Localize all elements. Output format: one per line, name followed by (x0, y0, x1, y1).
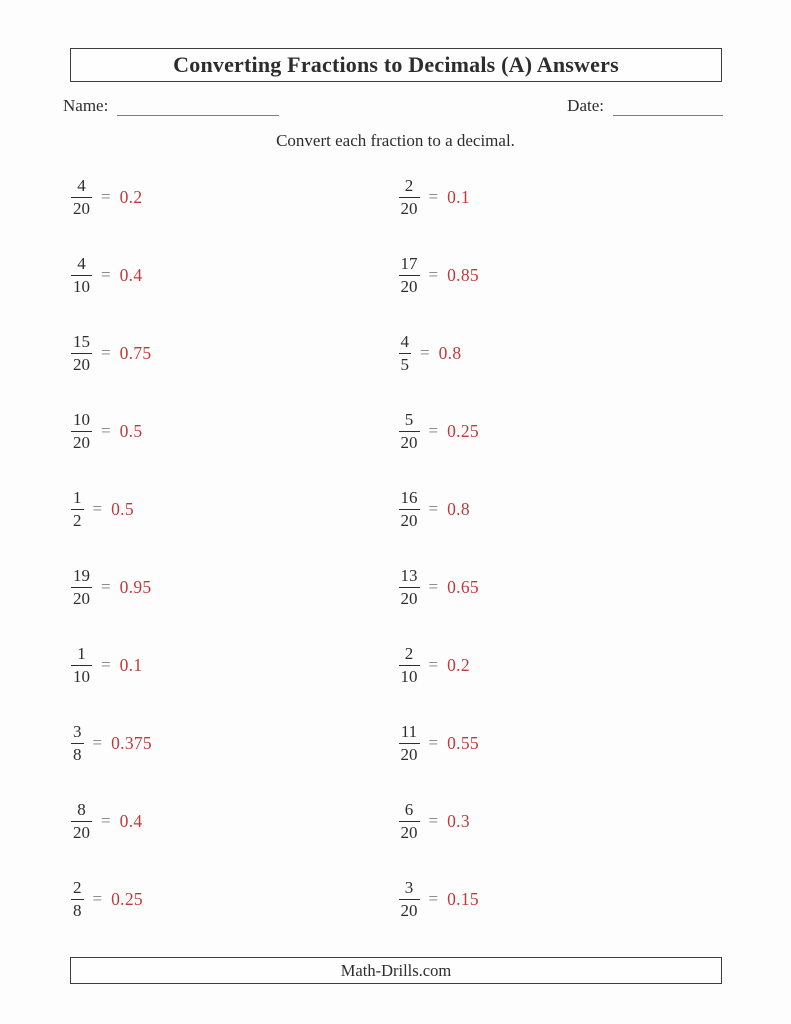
fraction-denominator: 20 (400, 744, 418, 764)
fraction (71, 566, 92, 607)
title-box (70, 48, 722, 82)
fraction-numerator: 13 (399, 566, 420, 587)
fraction-numerator: 4 (399, 332, 412, 353)
date-field (567, 96, 723, 116)
fraction-numerator: 1 (71, 488, 84, 509)
page-title: Converting Fractions to Decimals (A) Answers (173, 52, 619, 77)
fraction-numerator: 4 (71, 176, 92, 197)
equals-sign: = (428, 499, 439, 518)
answer-value: 0.4 (119, 264, 143, 285)
date-label: Date: (567, 96, 604, 115)
fraction-denominator: 5 (400, 354, 409, 374)
fraction-numerator: 6 (399, 800, 420, 821)
equals-sign: = (92, 733, 103, 752)
equals-sign: = (92, 889, 103, 908)
problem-20 (399, 860, 791, 938)
problem-1 (71, 158, 396, 236)
problem-14 (399, 392, 791, 470)
fraction-numerator: 8 (71, 800, 92, 821)
answer-value: 0.25 (447, 420, 479, 441)
problem-5 (71, 470, 396, 548)
equals-sign: = (428, 655, 439, 674)
problem-12 (399, 236, 791, 314)
fraction (399, 254, 420, 295)
fraction (399, 176, 420, 217)
equals-sign: = (428, 733, 439, 752)
problem-7 (71, 626, 396, 704)
date-blank-line (613, 100, 723, 116)
answer-value: 0.8 (447, 498, 470, 519)
fraction-numerator: 3 (71, 722, 84, 743)
name-date-row (63, 96, 723, 116)
problem-17 (399, 626, 791, 704)
answer-value: 0.95 (119, 576, 152, 597)
answer-value: 0.85 (447, 264, 479, 285)
fraction-numerator: 15 (71, 332, 92, 353)
problem-6 (71, 548, 396, 626)
fraction-denominator: 8 (73, 900, 82, 920)
equals-sign: = (428, 889, 439, 908)
answer-value: 0.4 (119, 810, 143, 831)
problem-16 (399, 548, 791, 626)
fraction-denominator: 20 (73, 198, 90, 218)
equals-sign: = (101, 421, 111, 440)
fraction-denominator: 10 (73, 666, 90, 686)
problem-19 (399, 782, 791, 860)
fraction-denominator: 20 (400, 276, 418, 296)
fraction-numerator: 2 (399, 176, 420, 197)
answer-value: 0.8 (438, 342, 462, 363)
fraction (71, 254, 92, 295)
fraction-denominator: 20 (73, 432, 90, 452)
fraction (399, 878, 420, 919)
fraction (71, 488, 84, 529)
equals-sign: = (420, 343, 430, 362)
answer-value: 0.1 (447, 186, 470, 207)
fraction-denominator: 20 (73, 822, 90, 842)
fraction-numerator: 3 (399, 878, 420, 899)
equals-sign: = (428, 265, 439, 284)
equals-sign: = (428, 811, 439, 830)
fraction-numerator: 19 (71, 566, 92, 587)
answer-value: 0.65 (447, 576, 479, 597)
problem-18 (399, 704, 791, 782)
fraction-denominator: 2 (73, 510, 82, 530)
answer-value: 0.2 (447, 654, 470, 675)
fraction-denominator: 20 (73, 354, 90, 374)
fraction (71, 644, 92, 685)
equals-sign: = (101, 265, 111, 284)
equals-sign: = (101, 187, 111, 206)
fraction (399, 566, 420, 607)
problem-8 (71, 704, 396, 782)
fraction (399, 488, 420, 529)
problem-15 (399, 470, 791, 548)
fraction (71, 800, 92, 841)
problem-13 (399, 314, 791, 392)
equals-sign: = (101, 343, 111, 362)
problems-column-right (396, 158, 791, 938)
fraction-denominator: 20 (400, 510, 418, 530)
problem-9 (71, 782, 396, 860)
equals-sign: = (101, 811, 111, 830)
answer-value: 0.5 (119, 420, 143, 441)
fraction (71, 722, 84, 763)
equals-sign: = (92, 499, 103, 518)
fraction-numerator: 16 (399, 488, 420, 509)
fraction-numerator: 2 (399, 644, 420, 665)
answer-value: 0.55 (447, 732, 479, 753)
answer-value: 0.15 (447, 888, 479, 909)
fraction-denominator: 20 (400, 900, 418, 920)
fraction-numerator: 2 (71, 878, 84, 899)
problem-11 (399, 158, 791, 236)
fraction-denominator: 20 (400, 198, 418, 218)
name-field (63, 96, 279, 116)
name-blank-line (117, 100, 279, 116)
equals-sign: = (428, 421, 439, 440)
answer-value: 0.75 (119, 342, 152, 363)
fraction-denominator: 20 (73, 588, 90, 608)
equals-sign: = (101, 577, 111, 596)
problem-4 (71, 392, 396, 470)
fraction (399, 722, 420, 763)
problem-2 (71, 236, 396, 314)
fraction-numerator: 10 (71, 410, 92, 431)
fraction-denominator: 20 (400, 588, 418, 608)
answer-value: 0.2 (119, 186, 143, 207)
equals-sign: = (428, 187, 439, 206)
fraction (71, 176, 92, 217)
answer-value: 0.3 (447, 810, 470, 831)
fraction-numerator: 1 (71, 644, 92, 665)
equals-sign: = (428, 577, 439, 596)
footer-box (70, 957, 722, 984)
name-label: Name: (63, 96, 109, 115)
fraction (399, 410, 420, 451)
fraction-denominator: 20 (400, 432, 418, 452)
problem-3 (71, 314, 396, 392)
answer-value: 0.25 (111, 888, 143, 909)
problem-10 (71, 860, 396, 938)
fraction (399, 644, 420, 685)
fraction (399, 800, 420, 841)
footer-site-name: Math-Drills.com (340, 960, 452, 980)
answer-value: 0.5 (111, 498, 134, 519)
equals-sign: = (101, 655, 111, 674)
instruction-text: Convert each fraction to a decimal. (276, 131, 515, 150)
fraction (71, 878, 84, 919)
fraction-numerator: 5 (399, 410, 420, 431)
fraction-denominator: 10 (73, 276, 90, 296)
fraction-numerator: 17 (399, 254, 420, 275)
answer-value: 0.1 (119, 654, 143, 675)
problems-grid (0, 158, 791, 938)
answer-value: 0.375 (111, 732, 152, 753)
fraction (71, 332, 92, 373)
fraction-numerator: 11 (399, 722, 420, 743)
problems-column-left (0, 158, 396, 938)
fraction-numerator: 4 (71, 254, 92, 275)
fraction-denominator: 10 (400, 666, 418, 686)
fraction-denominator: 8 (73, 744, 82, 764)
fraction (399, 332, 412, 373)
fraction-denominator: 20 (400, 822, 418, 842)
fraction (71, 410, 92, 451)
